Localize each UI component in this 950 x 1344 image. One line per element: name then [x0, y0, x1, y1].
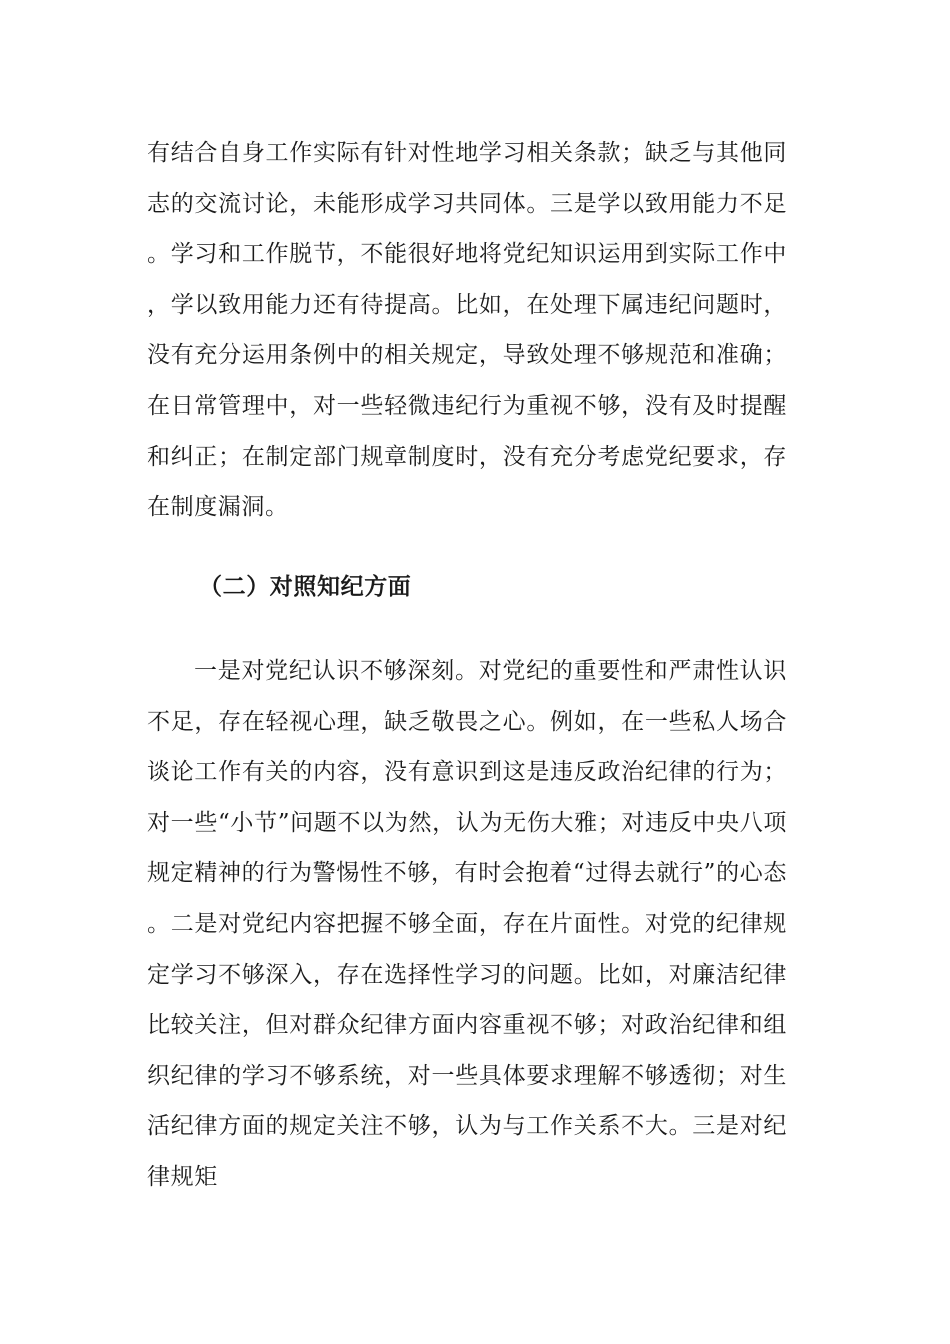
body-paragraph-continued: 有结合自身工作实际有针对性地学习相关条款；缺乏与其他同志的交流讨论，未能形成学习共同体。三是学以致用能力不足。学习和工作脱节，不能很好地将党纪知识运用到实际工作中，学以致用能力还有待提高。比如，在处理下属违纪问题时，没有充分运用条例中的相关规定，导致处理不够规范和准确；在日常管理中，对一些轻微违纪行为重视不够，没有及时提醒和纠正；在制定部门规章制度时，没有充分考虑党纪要求，存在制度漏洞。 [147, 140, 787, 521]
body-paragraph: 一是对党纪认识不够深刻。对党纪的重要性和严肃性认识不足，存在轻视心理，缺乏敬畏之心。例如，在一些私人场合谈论工作有关的内容，没有意识到这是违反政治纪律的行为；对一些“小节”问题不以为然，认为无伤大雅；对违反中央八项规定精神的行为警惕性不够，有时会抱着“过得去就行”的心态。二是对党纪内容把握不够全面，存在片面性。对党的纪律规定学习不够深入，存在选择性学习的问题。比如，对廉洁纪律比较关注，但对群众纪律方面内容重视不够；对政治纪律和组织纪律的学习不够系统，对一些具体要求理解不够透彻；对生活纪律方面的规定关注不够，认为与工作关系不大。三是对纪律规矩 [147, 658, 787, 1190]
section-heading: （二）对照知纪方面 [199, 574, 412, 600]
